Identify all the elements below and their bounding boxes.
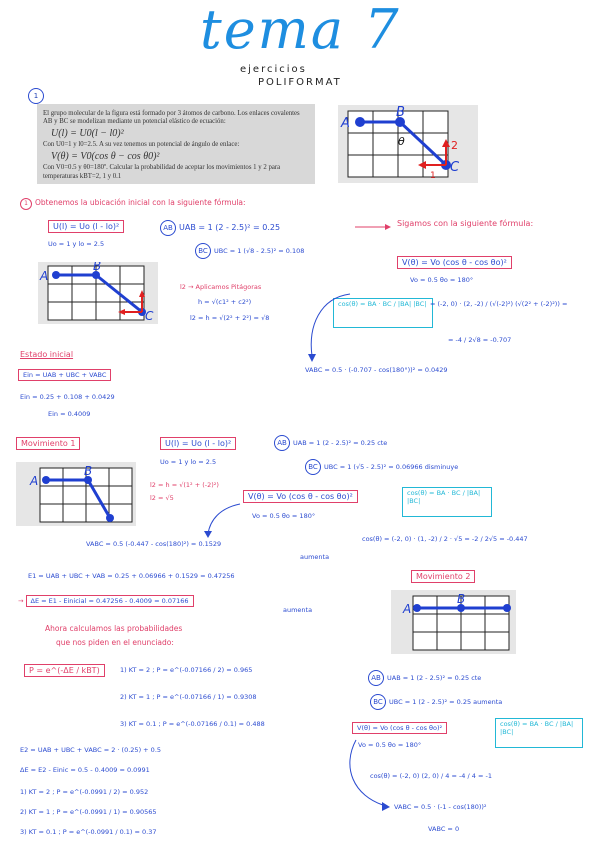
estado-ein-value: Ein = 0.4009 <box>48 410 91 418</box>
atom-label-a: A <box>341 116 350 131</box>
mov1-title: Movimiento 1 <box>16 437 80 450</box>
problem-line3: Con V0=0.5 y θ0=180º. Calcular la probabilidad de aceptar los movimientos 1 y 2 para temperaturas kBT=2, 1 y 0.1 <box>43 164 281 180</box>
mov1-aumenta2: aumenta <box>283 606 313 614</box>
mov1-p3: 3) KT = 0.1 ; P = e^(-0.07166 / 0.1) = 0.488 <box>120 720 265 728</box>
mov1-v-params: Vo = 0.5 θo = 180° <box>252 512 316 520</box>
problem-line1: El grupo molecular de la figura está formado por 3 átomos de carbono. Los enlaces covalentes AB y BC se modelizan mediante un potencial elástico de ecuación: <box>43 110 300 126</box>
atom-label-a-s1: A <box>40 269 49 283</box>
mov2-p2: 2) KT = 1 ; P = e^(-0.0991 / 1) = 0.90565 <box>20 808 157 816</box>
section1-h1: h = √(c1² + c2²) <box>198 298 252 306</box>
mov1-cos-calc: cos(θ) = (-2, 0) · (1, -2) / 2 · √5 = -2 / 2√5 = -0.447 <box>362 535 528 543</box>
section1-vabc: VABC = 0.5 · (-0.707 - cos(180°))² = 0.0429 <box>305 366 448 374</box>
angle-label-theta: θ <box>398 135 405 148</box>
mov1-v-formula: V(θ) = Vo (cos θ - cos θo)² <box>243 490 358 503</box>
mov2-vabc: VABC = 0.5 · (-1 - cos(180))² <box>394 803 487 811</box>
atom-label-b-s1: B <box>93 262 102 273</box>
mov2-v-params: Vo = 0.5 θo = 180° <box>358 741 422 749</box>
mov2-cos-def: cos(θ) = BA · BC / |BA| |BC| <box>495 718 583 748</box>
mov1-h2: l2 = √5 <box>150 494 174 502</box>
atom-label-b: B <box>396 105 405 120</box>
section1-badge: 1 <box>20 198 32 210</box>
mov1-p1: 1) KT = 2 ; P = e^(-0.07166 / 2) = 0.965 <box>120 666 253 674</box>
section1-intro-text: Obtenemos la ubicación inicial con la siguiente fórmula: <box>35 198 246 207</box>
atom-label-c-s1: C <box>145 309 154 323</box>
section1-h2: l2 = h = √(2² + 2²) = √8 <box>190 314 270 322</box>
section1-uab: AB UAB = 1 (2 - 2.5)² = 0.25 <box>160 220 280 236</box>
molecule-figure-section1 <box>38 262 158 324</box>
subtitle-poliformat: POLIFORMAT <box>258 77 342 88</box>
problem-eq1: U(l) = U0(l − l0)² <box>51 127 124 139</box>
atom-label-a-m2: A <box>403 602 412 616</box>
mov1-delta-e: → ΔE = E1 - Einicial = 0.47256 - 0.4009 = 0.07166 <box>18 597 194 605</box>
section1-v-formula: V(θ) = Vo (cos θ - cos θo)² <box>397 256 512 269</box>
mov1-cos-def: cos(θ) = BA · BC / |BA| |BC| <box>402 487 492 517</box>
mov2-e2: E2 = UAB + UBC + VABC = 2 · (0.25) + 0.5 <box>20 746 162 754</box>
mov2-p3: 3) KT = 0.1 ; P = e^(-0.0991 / 0.1) = 0.37 <box>20 828 157 836</box>
section1-next-text: Sigamos con la siguiente fórmula: <box>397 219 534 228</box>
curve-arrow-3 <box>342 736 392 816</box>
curve-arrow-1 <box>300 286 360 366</box>
section1-pythagoras: l2 → Aplicamos Pitágoras <box>180 283 262 291</box>
atom-label-b-m1: B <box>84 464 93 478</box>
move-label-2: 2 <box>451 139 458 152</box>
section1-cos-result: = -4 / 2√8 = -0.707 <box>448 336 512 344</box>
mov1-ubc: BC UBC = 1 (√5 - 2.5)² = 0.06966 disminuye <box>305 459 458 475</box>
mov1-h: l2 = h = √(1² + (-2)²) <box>150 481 219 489</box>
estado-ein-formula: Ein = UAB + UBC + VABC <box>18 369 111 381</box>
prob-formula: P = e^(-ΔE / kBT) <box>24 664 105 677</box>
prob-intro2: que nos piden en el enunciado: <box>56 638 174 647</box>
mov2-uab: AB UAB = 1 (2 - 2.5)² = 0.25 cte <box>368 670 481 686</box>
section1-v-params: Vo = 0.5 θo = 180° <box>410 276 474 284</box>
arrow-to-next <box>355 222 395 232</box>
exercise-number-badge: 1 <box>28 83 47 104</box>
mov1-p2: 2) KT = 1 ; P = e^(-0.07166 / 1) = 0.9308 <box>120 693 257 701</box>
mov1-u-formula: U(l) = Uo (l - lo)² <box>160 437 236 450</box>
section1-intro <box>20 198 246 210</box>
mov1-aumenta: aumenta <box>300 553 330 561</box>
mov1-vabc: VABC = 0.5 (-0.447 - cos(180)²) = 0.1529 <box>86 540 222 548</box>
mov2-delta-e: ΔE = E2 - Einic = 0.5 - 0.4009 = 0.0991 <box>20 766 150 774</box>
section1-u-params: Uo = 1 y lo = 2.5 <box>48 240 105 248</box>
section1-u-formula: U(l) = Uo (l - lo)² <box>48 220 124 233</box>
mov2-vabc-result: VABC = 0 <box>428 825 460 833</box>
mov2-title: Movimiento 2 <box>411 570 475 583</box>
molecule-figure-mov1 <box>16 462 136 526</box>
atom-label-a-m1: A <box>30 474 39 488</box>
atom-label-c: C <box>450 160 460 175</box>
section1-cos-def: cos(θ) = BA · BC / |BA| |BC| <box>333 298 433 328</box>
problem-eq2: V(θ) = V0(cos θ − cos θ0)² <box>51 150 160 162</box>
molecule-figure-main <box>338 105 478 183</box>
molecule-figure-mov2 <box>391 590 516 654</box>
section1-cos-calc: = (-2, 0) · (2, -2) / (√(-2)²) (√(2² + (-2)²)) = <box>430 300 568 308</box>
atom-label-b-m2: B <box>457 592 466 606</box>
subtitle-ejercicios: ejercicios <box>240 64 307 75</box>
problem-line2: Con U0=1 y l0=2.5. A su vez tenemos un potencial de ángulo de enlace: <box>43 141 240 149</box>
prob-intro1: Ahora calculamos las probabilidades <box>45 624 183 633</box>
move-label-1: 1 <box>430 171 436 181</box>
mov2-ubc: BC UBC = 1 (2 - 2.5)² = 0.25 aumenta <box>370 694 502 710</box>
mov1-e1: E1 = UAB + UBC + VAB = 0.25 + 0.06966 + 0.1529 = 0.47256 <box>28 572 235 580</box>
mov2-p1: 1) KT = 2 ; P = e^(-0.0991 / 2) = 0.952 <box>20 788 149 796</box>
section1-ubc: BC UBC = 1 (√8 - 2.5)² = 0.108 <box>195 243 304 259</box>
page-title: tema 7 <box>200 0 401 61</box>
curve-arrow-2 <box>200 500 245 540</box>
estado-inicial-title: Estado inicial <box>20 350 74 359</box>
mov2-cos-calc: cos(θ) = (-2, 0) (2, 0) / 4 = -4 / 4 = -1 <box>370 772 492 780</box>
mov1-u-params: Uo = 1 y lo = 2.5 <box>160 458 217 466</box>
problem-statement <box>37 104 315 184</box>
estado-ein-sum: Ein = 0.25 + 0.108 + 0.0429 <box>20 393 115 401</box>
mov2-v-formula: V(θ) = Vo (cos θ - cos θo)² <box>352 722 447 734</box>
mov1-uab: AB UAB = 1 (2 - 2.5)² = 0.25 cte <box>274 435 387 451</box>
